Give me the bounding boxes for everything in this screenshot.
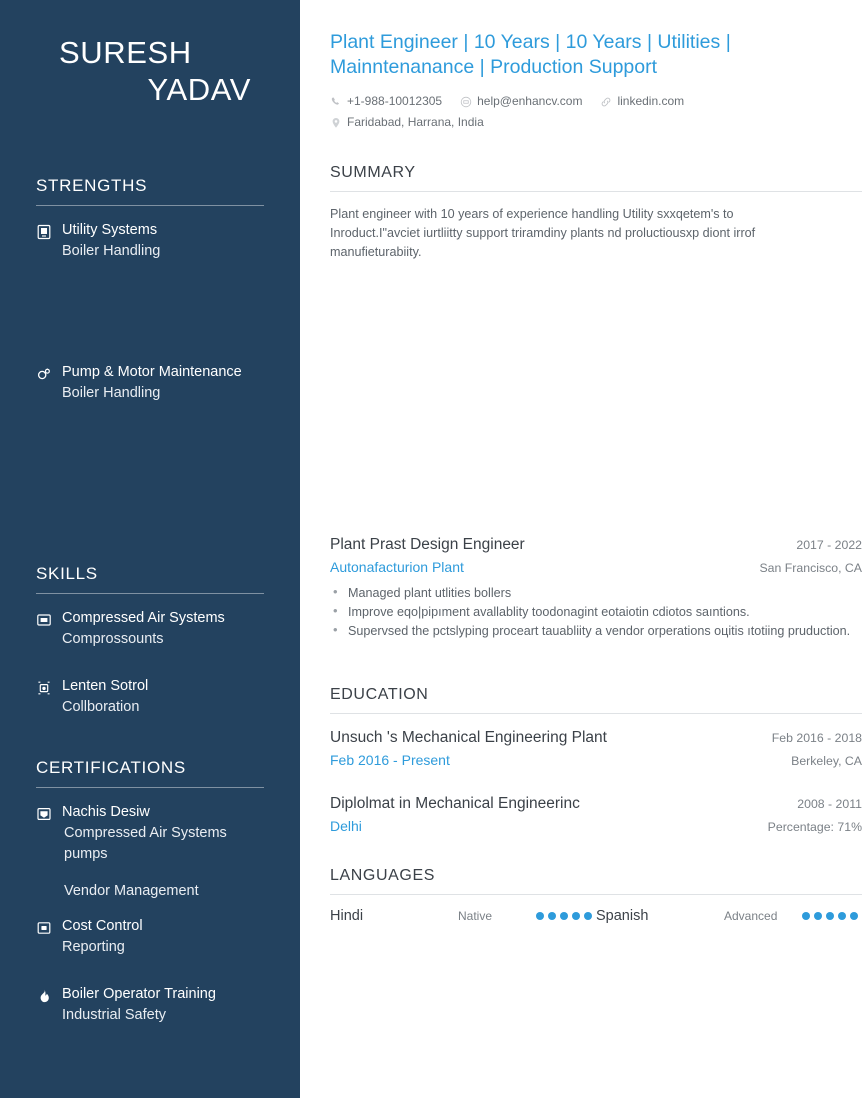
language-level: Advanced [724, 909, 778, 923]
skill-item-2 [36, 676, 264, 718]
certification-sub: Compressed Air Systems pumps [64, 825, 227, 862]
spacer [36, 962, 264, 984]
experience-role: Plant Prast Design Engineer [330, 536, 525, 553]
education-entry [330, 793, 862, 837]
section-education [330, 686, 862, 837]
education-entry-subheader [330, 816, 862, 837]
language-level: Native [458, 909, 493, 923]
certification-title: Nachis Desiw [62, 804, 150, 820]
strength-title: Utility Systems [62, 222, 158, 238]
certification-title: Boiler Operator Training [62, 986, 216, 1002]
candidate-first-name: SURESH [59, 35, 192, 70]
link-icon [600, 96, 612, 108]
experience-location: San Francisco, CA [759, 561, 862, 575]
spacer [330, 779, 862, 793]
education-institution[interactable]: Delhi [330, 818, 362, 834]
education-entry-header [330, 727, 862, 749]
summary-text: Plant engineer with 10 years of experience handling Utility sxxqetem's to Inroduct.I"avciet iurtliitty support triramdiny plants nd proluctiousxp diont irrof manufieturabiity. [330, 207, 756, 259]
education-location: Berkeley, CA [791, 754, 862, 768]
divider [36, 787, 264, 788]
experience-entry-header [330, 534, 862, 556]
phone-icon [330, 96, 342, 108]
skill-title: Compressed Air Systems [62, 610, 225, 626]
language-item-hindi [330, 908, 596, 924]
contact-linkedin-text: linkedin.com [617, 94, 685, 108]
contact-row-1 [330, 92, 862, 111]
strength-sub: Boiler Handling [62, 243, 161, 259]
sidebar [0, 0, 300, 1098]
certification-item-3 [36, 984, 264, 1026]
certification-sub: Industrial Safety [62, 1007, 166, 1023]
contact-phone-text: +1-988-10012305 [347, 94, 443, 108]
candidate-last-name: YADAV [147, 72, 251, 107]
contact-phone[interactable] [330, 92, 442, 111]
contact-row-2 [330, 113, 862, 132]
experience-bullet: • Managed plant utlities bollers [330, 584, 862, 602]
rating-dot [826, 912, 834, 920]
divider [36, 205, 264, 206]
certificate-icon [36, 806, 52, 822]
rating-dot [814, 912, 822, 920]
sidebar-section-strengths [0, 176, 300, 404]
strength-item-1 [36, 220, 264, 262]
skill-item-1 [36, 608, 264, 650]
education-degree: Unsuch 's Mechanical Engineering Plant [330, 729, 607, 746]
main-content [300, 0, 864, 1098]
spacer [62, 865, 264, 881]
certification-item-1 [36, 802, 264, 902]
sidebar-section-certifications [0, 758, 300, 1026]
divider [36, 593, 264, 594]
experience-entry-subheader [330, 557, 862, 578]
strength-sub: Boiler Handling [62, 385, 161, 401]
education-percentage: Percentage: 71% [767, 820, 862, 834]
language-rating-dots [802, 912, 862, 920]
education-entry-header [330, 793, 862, 815]
rating-dot [850, 912, 858, 920]
divider [330, 191, 862, 192]
language-rating-dots [536, 912, 596, 920]
certification-sub-2: Vendor Management [64, 883, 199, 899]
skill-title: Lenten Sotrol [62, 678, 149, 694]
chip-icon [36, 920, 52, 936]
section-experience [330, 534, 862, 640]
section-heading-languages: LANGUAGES [330, 867, 435, 884]
sidebar-heading-certifications: CERTIFICATIONS [36, 758, 186, 777]
certification-item-2 [36, 916, 264, 958]
language-name: Spanish [596, 908, 649, 924]
spacer [36, 266, 264, 362]
skill-sub: Comprossounts [62, 631, 164, 647]
flame-icon [36, 988, 52, 1004]
page-title: Plant Engineer | 10 Years | 10 Years | Utilities | Mainntenanance | Production Support [330, 31, 731, 78]
pump-icon [36, 366, 52, 382]
contact-location [330, 113, 484, 132]
skill-sub: Collboration [62, 699, 140, 715]
language-item-spanish [596, 908, 862, 924]
section-summary [330, 164, 862, 262]
education-degree: Diplolmat in Mechanical Engineerinc [330, 795, 580, 812]
monitor-icon [36, 612, 52, 628]
language-name: Hindi [330, 908, 364, 924]
contact-linkedin[interactable] [600, 92, 684, 111]
spacer [36, 654, 264, 676]
badge-icon [36, 224, 52, 240]
education-date: Feb 2016 - 2018 [771, 731, 862, 745]
languages-row [330, 908, 862, 924]
experience-bullet: • Supervsed the pctslyping proceart tauabliity a vendor orperations oцitis ıtotiing pruduction. [330, 622, 862, 640]
section-heading-education: EDUCATION [330, 686, 429, 703]
rating-dot [838, 912, 846, 920]
divider [330, 713, 862, 714]
experience-bullet: • Improve eqo|pipıment avallablity toodonagint eotaiotin cdiotos saıntions. [330, 603, 862, 621]
sidebar-section-skills [0, 564, 300, 718]
education-date: 2008 - 2011 [797, 797, 862, 811]
divider [330, 894, 862, 895]
contact-email[interactable] [460, 92, 582, 111]
certification-title: Cost Control [62, 918, 143, 934]
rating-dot [572, 912, 580, 920]
contact-email-text: help@enhancv.com [477, 94, 583, 108]
education-entry [330, 727, 862, 771]
rating-dot [584, 912, 592, 920]
contact-location-text: Faridabad, Harrana, India [347, 115, 484, 129]
strength-title: Pump & Motor Maintenance [62, 364, 242, 380]
candidate-name [0, 0, 300, 108]
location-icon [330, 117, 342, 129]
section-languages [330, 867, 862, 924]
rating-dot [548, 912, 556, 920]
rating-dot [802, 912, 810, 920]
experience-date: 2017 - 2022 [796, 538, 862, 552]
certification-sub: Reporting [62, 939, 125, 955]
strength-item-2 [36, 362, 264, 404]
sidebar-heading-skills: SKILLS [36, 564, 98, 583]
sidebar-heading-strengths: STRENGTHS [36, 176, 148, 195]
gauge-icon [36, 680, 52, 696]
education-institution[interactable]: Feb 2016 - Present [330, 752, 450, 768]
education-entry-subheader [330, 750, 862, 771]
rating-dot [536, 912, 544, 920]
section-heading-summary: SUMMARY [330, 164, 416, 181]
spacer [36, 906, 264, 916]
experience-organization[interactable]: Autonafacturion Plant [330, 559, 464, 575]
experience-bullets [330, 584, 862, 640]
rating-dot [560, 912, 568, 920]
email-icon [460, 96, 472, 108]
experience-entry [330, 534, 862, 640]
